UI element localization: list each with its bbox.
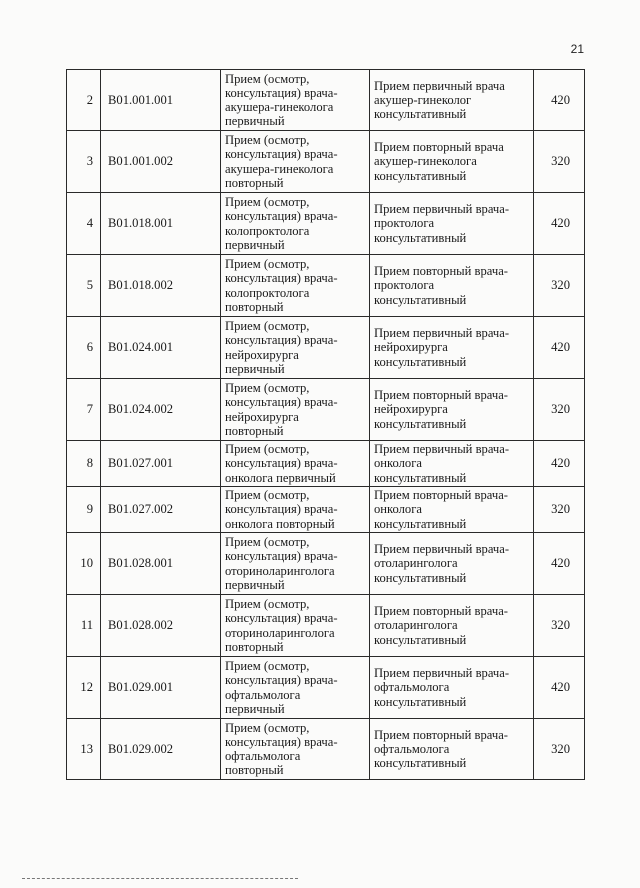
service-name-cell-text: Прием (осмотр, консультация) врача- акушера-гинеколога повторный: [225, 133, 338, 190]
service-code-cell: [101, 193, 221, 255]
service-code-cell-text: B01.028.002: [108, 618, 174, 633]
tariff-name-cell-text: Прием повторный врача- проктолога консультативный: [374, 264, 508, 307]
service-code-cell-text: B01.028.001: [108, 556, 174, 571]
service-name-cell-text: Прием (осмотр, консультация) врача- колопроктолога первичный: [225, 195, 338, 252]
row-number-cell-text: 12: [80, 680, 93, 695]
service-code-cell: [101, 657, 221, 719]
row-number-cell: [67, 379, 101, 441]
price-cell-text: 320: [551, 502, 570, 517]
tariff-name-cell-text: Прием первичный врача- нейрохирурга консультативный: [374, 326, 510, 369]
service-name-cell: [221, 255, 370, 317]
row-number-cell: [67, 317, 101, 379]
service-code-cell: [101, 379, 221, 441]
table-row: [67, 441, 585, 487]
service-name-cell-text: Прием (осмотр, консультация) врача- акушера-гинеколога первичный: [225, 71, 338, 129]
tariff-name-cell: [370, 595, 534, 657]
tariff-name-cell: [370, 487, 534, 533]
tariff-name-cell-text: Прием первичный врача акушер-гинеколог консультативный: [374, 78, 505, 122]
table-row: [67, 255, 585, 317]
tariff-name-cell-text: Прием первичный врача- онколога консультативный: [374, 442, 510, 485]
price-cell-text: 320: [551, 741, 570, 756]
service-name-cell: [221, 657, 370, 719]
row-number-cell: [67, 719, 101, 780]
footer-rule: [22, 878, 298, 879]
table-row: [67, 379, 585, 441]
service-name-cell: [221, 317, 370, 379]
tariff-name-cell-text: Прием первичный врача- проктолога консультативный: [374, 202, 510, 245]
tariff-name-cell-text: Прием повторный врача- офтальмолога консультативный: [374, 727, 508, 771]
price-cell-text: 320: [551, 154, 570, 169]
row-number-cell: [67, 657, 101, 719]
service-code-cell-text: B01.001.001: [108, 92, 174, 107]
service-code-cell-text: B01.027.002: [108, 502, 174, 517]
service-name-cell: [221, 487, 370, 533]
table-row: [67, 657, 585, 719]
price-cell-text: 420: [551, 92, 570, 107]
service-name-cell-text: Прием (осмотр, консультация) врача- офтальмолога первичный: [225, 659, 338, 716]
tariff-name-cell-text: Прием первичный врача- отоларинголога консультативный: [374, 542, 510, 585]
service-name-cell-text: Прием (осмотр, консультация) врача- онколога первичный: [225, 442, 338, 485]
tariff-name-cell: [370, 657, 534, 719]
row-number-cell: [67, 595, 101, 657]
service-name-cell: [221, 379, 370, 441]
service-name-cell: [221, 131, 370, 193]
tariff-name-cell: [370, 70, 534, 131]
row-number-cell-text: 7: [86, 402, 93, 417]
row-number-cell: [67, 487, 101, 533]
row-number-cell-text: 4: [86, 216, 93, 231]
row-number-cell: [67, 441, 101, 487]
service-name-cell-text: Прием (осмотр, консультация) врача- нейрохирурга повторный: [225, 381, 338, 438]
service-code-cell: [101, 317, 221, 379]
price-cell: [534, 657, 585, 719]
services-price-table: [66, 69, 585, 780]
service-name-cell: [221, 719, 370, 780]
row-number-cell-text: 3: [86, 154, 93, 169]
row-number-cell-text: 11: [80, 618, 93, 633]
table-row: [67, 131, 585, 193]
service-name-cell: [221, 533, 370, 595]
row-number-cell-text: 8: [86, 456, 93, 471]
service-code-cell-text: B01.024.002: [108, 402, 174, 417]
price-cell: [534, 441, 585, 487]
service-name-cell: [221, 595, 370, 657]
service-code-cell-text: B01.029.002: [108, 741, 174, 756]
service-name-cell-text: Прием (осмотр, консультация) врача- оториноларинголога повторный: [225, 597, 338, 654]
service-code-cell-text: B01.001.002: [108, 154, 174, 169]
price-cell: [534, 719, 585, 780]
service-code-cell: [101, 595, 221, 657]
price-cell-text: 320: [551, 402, 570, 417]
service-code-cell-text: B01.018.001: [108, 216, 174, 231]
service-name-cell-text: Прием (осмотр, консультация) врача- нейрохирурга первичный: [225, 319, 338, 376]
service-name-cell: [221, 193, 370, 255]
row-number-cell: [67, 533, 101, 595]
price-cell: [534, 317, 585, 379]
price-cell-text: 420: [551, 556, 570, 571]
service-code-cell-text: B01.027.001: [108, 456, 174, 471]
service-name-cell: [221, 441, 370, 487]
service-code-cell: [101, 255, 221, 317]
tariff-name-cell-text: Прием повторный врача акушер-гинеколога консультативный: [374, 140, 504, 183]
row-number-cell-text: 6: [86, 340, 93, 355]
price-cell-text: 420: [551, 340, 570, 355]
table-row: [67, 317, 585, 379]
service-name-cell-text: Прием (осмотр, консультация) врача- онколога повторный: [225, 488, 338, 531]
row-number-cell-text: 5: [86, 278, 93, 293]
service-name-cell-text: Прием (осмотр, консультация) врача- колопроктолога повторный: [225, 257, 338, 314]
service-code-cell: [101, 719, 221, 780]
table-row: [67, 487, 585, 533]
price-cell: [534, 70, 585, 131]
service-code-cell-text: B01.018.002: [108, 278, 174, 293]
service-code-cell: [101, 70, 221, 131]
table-row: [67, 595, 585, 657]
service-code-cell-text: B01.029.001: [108, 680, 174, 695]
price-cell: [534, 379, 585, 441]
tariff-name-cell: [370, 317, 534, 379]
service-code-cell-text: B01.024.001: [108, 340, 174, 355]
row-number-cell: [67, 193, 101, 255]
price-cell-text: 420: [551, 456, 570, 471]
row-number-cell: [67, 70, 101, 131]
price-cell: [534, 255, 585, 317]
row-number-cell-text: 10: [80, 556, 93, 571]
service-code-cell: [101, 441, 221, 487]
tariff-name-cell-text: Прием повторный врача- отоларинголога консультативный: [374, 604, 508, 647]
table-body: [67, 70, 585, 780]
row-number-cell-text: 9: [86, 502, 93, 517]
tariff-name-cell: [370, 255, 534, 317]
tariff-name-cell-text: Прием повторный врача- нейрохирурга консультативный: [374, 388, 508, 431]
row-number-cell: [67, 131, 101, 193]
table-row: [67, 70, 585, 131]
tariff-name-cell: [370, 379, 534, 441]
table-row: [67, 719, 585, 780]
price-cell-text: 420: [551, 680, 570, 695]
price-cell: [534, 487, 585, 533]
service-code-cell: [101, 533, 221, 595]
table-row: [67, 533, 585, 595]
tariff-name-cell: [370, 131, 534, 193]
price-cell: [534, 533, 585, 595]
price-cell: [534, 131, 585, 193]
price-cell-text: 320: [551, 618, 570, 633]
price-cell-text: 320: [551, 278, 570, 293]
price-cell: [534, 193, 585, 255]
tariff-name-cell: [370, 193, 534, 255]
tariff-name-cell-text: Прием повторный врача- онколога консультативный: [374, 488, 508, 531]
price-cell-text: 420: [551, 216, 570, 231]
service-name-cell-text: Прием (осмотр, консультация) врача- оториноларинголога первичный: [225, 535, 338, 592]
service-code-cell: [101, 131, 221, 193]
service-name-cell-text: Прием (осмотр, консультация) врача- офтальмолога повторный: [225, 720, 338, 778]
page-number: 21: [570, 42, 584, 56]
tariff-name-cell: [370, 719, 534, 780]
row-number-cell-text: 13: [80, 741, 93, 756]
tariff-name-cell-text: Прием первичный врача- офтальмолога консультативный: [374, 666, 510, 709]
tariff-name-cell: [370, 533, 534, 595]
row-number-cell: [67, 255, 101, 317]
row-number-cell-text: 2: [86, 92, 93, 107]
service-code-cell: [101, 487, 221, 533]
tariff-name-cell: [370, 441, 534, 487]
price-cell: [534, 595, 585, 657]
table-row: [67, 193, 585, 255]
service-name-cell: [221, 70, 370, 131]
